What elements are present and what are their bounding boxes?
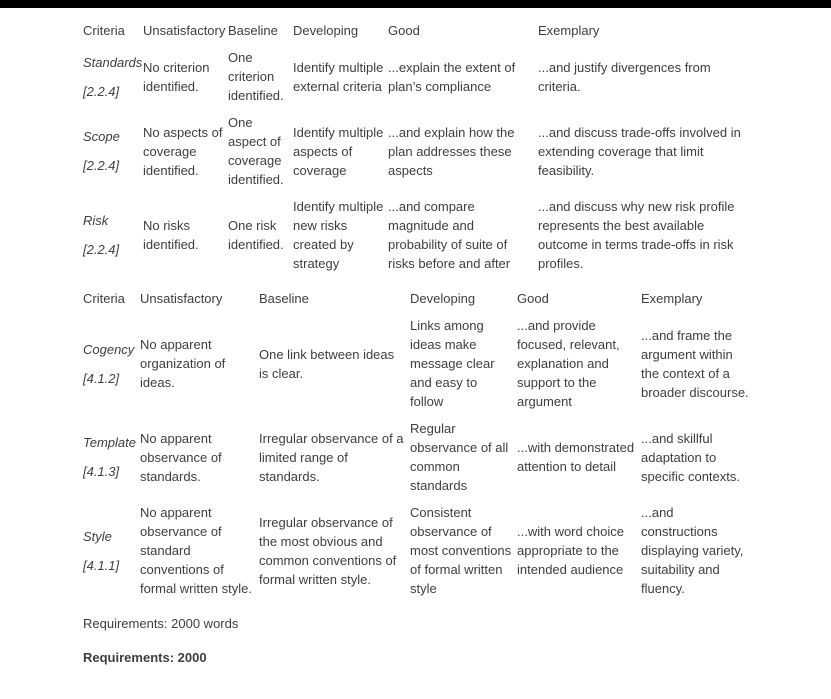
rubric-cell: ...and provide focused, relevant, explanation and support to the argument xyxy=(517,318,620,409)
column-header-criteria: Criteria xyxy=(83,291,125,306)
rubric-cell: ...and discuss trade-offs involved in extending coverage that limit feasibility. xyxy=(538,124,741,178)
document-content xyxy=(83,8,759,667)
requirements-words-text: Requirements: 2000 words xyxy=(83,616,239,631)
rubric-cell: ...with word choice appropriate to the intended audience xyxy=(517,524,624,577)
criterion-cell xyxy=(83,419,140,495)
rubric-cell: Regular observance of all common standards xyxy=(410,421,509,493)
criterion-code: [2.2.4] xyxy=(83,242,120,257)
rubric-cell: One link between ideas is clear. xyxy=(259,346,395,381)
rubric-cell: Consistent observance of most conventions of formal written style xyxy=(410,505,512,596)
rubric-cell: Links among ideas make message clear and easy to follow xyxy=(410,318,495,409)
criterion-cell xyxy=(83,503,140,598)
rubric-cell: One risk identified. xyxy=(228,218,284,252)
rubric-cell: No apparent observance of standard conventions of formal written style. xyxy=(140,505,252,596)
table-row-risk xyxy=(83,197,755,273)
rubric-cell: Identify multiple external criteria xyxy=(293,59,384,94)
rubric-cell: ...explain the extent of plan’s compliance xyxy=(388,59,516,94)
rubric-table-1 xyxy=(83,13,755,281)
rubric-cell: Identify multiple new risks created by strategy xyxy=(293,199,384,271)
criterion-cell xyxy=(83,197,143,273)
column-header-good: Good xyxy=(517,291,549,306)
table-row-standards xyxy=(83,48,755,105)
rubric-cell: Irregular observance of a limited range of standards. xyxy=(259,430,404,484)
column-header-good: Good xyxy=(388,23,420,38)
rubric-cell: No apparent observance of standards. xyxy=(140,430,222,484)
rubric-cell: No apparent organization of ideas. xyxy=(140,337,226,390)
rubric-cell: ...with demonstrated attention to detail xyxy=(517,440,635,474)
column-header-developing: Developing xyxy=(410,291,476,306)
table-row-style xyxy=(83,503,755,598)
rubric-cell: ...and skillful adaptation to specific contexts. xyxy=(641,430,740,484)
table-header-row xyxy=(83,21,755,40)
rubric-cell: ...and compare magnitude and probability of suite of risks before and after xyxy=(388,199,511,271)
criterion-code: [4.1.3] xyxy=(83,464,120,479)
table-row-template xyxy=(83,419,755,495)
column-header-developing: Developing xyxy=(293,23,359,38)
criterion-name: Scope xyxy=(83,129,120,144)
rubric-cell: No criterion identified. xyxy=(143,59,210,94)
requirements-bold-text: Requirements: 2000 xyxy=(83,650,207,665)
rubric-cell: Identify multiple aspects of coverage xyxy=(293,124,384,178)
rubric-cell: Irregular observance of the most obvious and common conventions of formal written style. xyxy=(259,514,397,587)
column-header-exemplary: Exemplary xyxy=(538,23,600,38)
rubric-cell: No aspects of coverage identified. xyxy=(143,124,223,178)
criterion-name: Style xyxy=(83,528,112,544)
rubric-cell: ...and discuss why new risk profile represents the best available outcome in terms trade-offs in risk profiles. xyxy=(538,199,735,271)
criterion-name: Standards xyxy=(83,54,143,70)
rubric-cell: ...and explain how the plan addresses these aspects xyxy=(388,124,515,178)
rubric-cell: ...and justify divergences from criteria. xyxy=(538,59,711,94)
criterion-name: Risk xyxy=(83,213,109,228)
criterion-code: [2.2.4] xyxy=(83,83,120,99)
rubric-cell: One aspect of coverage identified. xyxy=(228,115,284,187)
rubric-cell: ...and constructions displaying variety, suitability and fluency. xyxy=(641,505,744,596)
criterion-name: Cogency xyxy=(83,341,135,357)
criterion-name: Template xyxy=(83,435,136,450)
top-black-bar xyxy=(0,0,831,8)
criterion-cell xyxy=(83,48,143,105)
column-header-unsatisfactory: Unsatisfactory xyxy=(140,291,223,306)
criterion-code: [4.1.1] xyxy=(83,557,120,573)
criterion-code: [2.2.4] xyxy=(83,158,120,173)
column-header-criteria: Criteria xyxy=(83,23,125,38)
rubric-table-2 xyxy=(83,281,755,606)
column-header-baseline: Baseline xyxy=(228,23,278,38)
rubric-cell: ...and frame the argument within the context of a broader discourse. xyxy=(641,327,749,400)
criterion-cell xyxy=(83,316,140,411)
criterion-cell xyxy=(83,113,143,189)
table-row-cogency xyxy=(83,316,755,411)
rubric-cell: No risks identified. xyxy=(143,218,199,252)
column-header-baseline: Baseline xyxy=(259,291,309,306)
criterion-code: [4.1.2] xyxy=(83,370,120,386)
table-header-row xyxy=(83,289,755,308)
rubric-cell: One criterion identified. xyxy=(228,50,284,103)
column-header-exemplary: Exemplary xyxy=(641,291,703,306)
column-header-unsatisfactory: Unsatisfactory xyxy=(143,23,226,38)
table-row-scope xyxy=(83,113,755,189)
